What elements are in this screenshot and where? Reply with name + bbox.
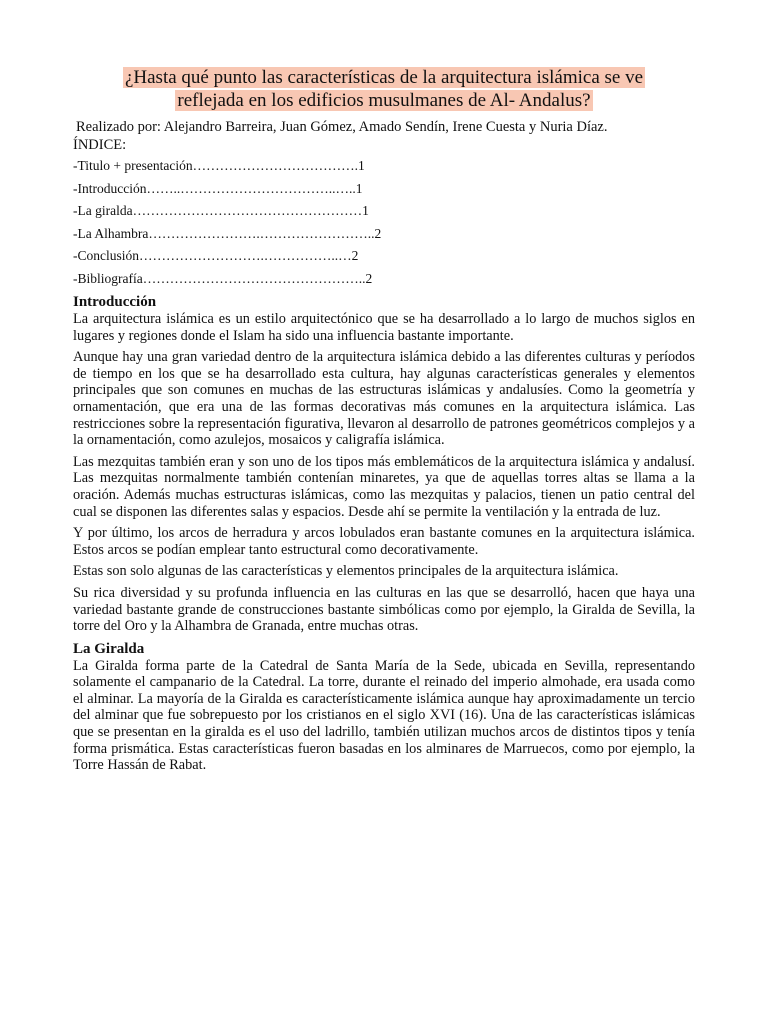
toc-item: -La Alhambra…………………….……………………..2	[73, 225, 382, 241]
toc-item: -La giralda……………………………………………1	[73, 203, 369, 218]
body-paragraph: La Giralda forma parte de la Catedral de Santa María de la Sede, ubicada en Sevilla, representando solamente el campanario de la Catedral. La torre, durante el reinado del imperio almohade, era usada como el alminar. La mayoría de la Giralda es característicamente islámica aunque hay aproximadamente un tercio del alminar que fue sobrepuesto por los cristianos en el siglo XVI (16). Una de las características islámicas que se presentan en la giralda es el uso del ladrillo, también utilizan muchos arcos de distintos tipos y tenía forma prismática. Estas características fueron basadas en los alminares de Marruecos, como por ejemplo, la Torre Hassán de Rabat.	[73, 657, 695, 774]
body-paragraph: Su rica diversidad y su profunda influencia en las culturas en las que se desarrolló, hacen que haya una variedad bastante grande de construcciones bastante simbólicas como por ejemplo, la Giralda de Sevilla, la torre del Oro y la Alhambra de Granada, entre muchas otras.	[73, 584, 695, 635]
toc-item: -Conclusión……………………….……………..…2	[73, 248, 359, 263]
body-paragraph: Aunque hay una gran variedad dentro de la arquitectura islámica debido a las diferentes culturas y períodos de tiempo en los que se ha desarrollado esta cultura, hay algunas características generales y elementos principales que son comunes en muchas de las estructuras islámicas y andalusíes. Como la geometría y ornamentación, que era una de las formas decorativas más comunes en la arquitectura islámica. Las restricciones sobre la representación figurativa, llevaron al desarrollo de patrones geométricos complejos y a la ornamentación, como azulejos, mosaicos y caligrafía islámica.	[73, 349, 695, 449]
body-paragraph: Y por último, los arcos de herradura y arcos lobulados eran bastante comunes en la arquitectura islámica. Estos arcos se podían emplear tanto estructural como decorativamente.	[73, 525, 695, 558]
giralda-heading: La Giralda	[73, 640, 145, 657]
title-line-2: reflejada en los edificios musulmanes de Al- Andalus?	[177, 90, 591, 111]
table-of-contents	[73, 158, 695, 293]
body-paragraph: La arquitectura islámica es un estilo arquitectónico que se ha desarrollado a lo largo de muchos siglos en lugares y regiones donde el Islam ha sido una influencia bastante importante.	[73, 311, 695, 344]
body-paragraph: Las mezquitas también eran y son uno de los tipos más emblemáticos de la arquitectura islámica y andalusí. Las mezquitas normalmente también contenían minaretes, ya que de aquellas torres altas se llama a la oración. Además muchas estructuras islámicas, como las mezquitas y palacios, tienen un patio central del cual se disponen las diferentes salas y espacios. Desde ahí se permite la ventilación y la entrada de luz.	[73, 453, 695, 520]
title-line-1: ¿Hasta qué punto las características de la arquitectura islámica se ve	[124, 67, 644, 88]
toc-item: -Titulo + presentación……………………………….1	[73, 158, 365, 173]
index-heading: ÍNDICE:	[73, 137, 127, 153]
body-paragraph: Estas son solo algunas de las características y elementos principales de la arquitectura islámica.	[73, 563, 619, 580]
introduccion-heading: Introducción	[73, 294, 157, 310]
toc-item: -Bibliografía…………………………………………..2	[73, 270, 373, 286]
authors-line: Realizado por: Alejandro Barreira, Juan Gómez, Amado Sendín, Irene Cuesta y Nuria Díaz.	[76, 119, 608, 135]
toc-item: -Introducción……..……………………………..…..1	[73, 180, 363, 196]
document-title	[73, 66, 695, 112]
